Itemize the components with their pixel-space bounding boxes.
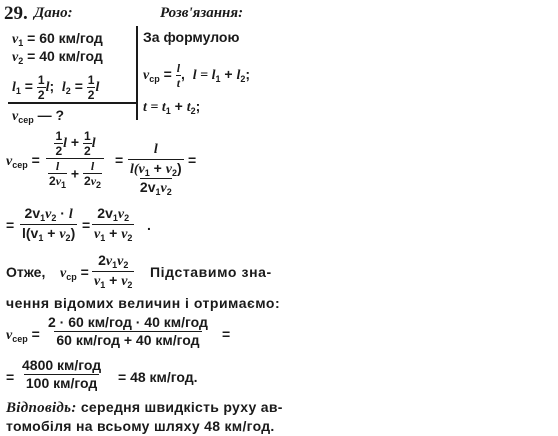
formula-intro: За формулою [143, 29, 240, 45]
therefore-label: Отже, [6, 264, 46, 280]
answer-line1: Відповідь: середня швидкість руху ав- [6, 399, 283, 416]
deriv1-result: l $l(v_1 + v_2)$ $2v_1v_2$ [130, 142, 182, 198]
solution-heading: Розв'язання: [160, 5, 244, 21]
deriv2-frac1: $\frac{2v_1v_2 \cdot l}{l(v_1 + v_2)}$ [22, 205, 76, 244]
deriv2-eq0: = [6, 217, 15, 233]
answer-label: Відповідь: [6, 400, 77, 416]
calc1-lhs: $v_{сер}$ = [6, 326, 40, 344]
calc2-result: = 48 км/год. [118, 369, 198, 385]
calc2-eq0: = [6, 369, 15, 385]
given-find: $v_{сер}$ — ? [12, 107, 65, 125]
deriv1-eq2: = [188, 152, 197, 168]
given-vertical-divider [136, 26, 138, 120]
calc1-frac: 2 · 60 км/год · 40 км/год 60 км/год + 40 км/год [48, 314, 208, 348]
deriv1-eq1: = [115, 152, 124, 168]
therefore-vcp: $v_{ср}$ = [60, 264, 89, 282]
problem-number: 29. [4, 3, 28, 24]
answer-line2: томобіля на всьому шляху 48 км/год. [6, 418, 275, 434]
formula-vcp: $v_{ср}$ = $\frac{l}{t}$ , $l = l_1 + l_2$; [143, 61, 251, 90]
deriv2-period: . [147, 217, 151, 233]
given-divider [8, 102, 136, 104]
calc1-eq: = [222, 326, 231, 342]
deriv1-lhs: $v_{сер}$ = [6, 152, 40, 170]
substitute-text: Підставимо зна- [150, 264, 272, 280]
given-v2: $v_2 = 40$ км/год [12, 48, 103, 66]
deriv2-eq1: = [82, 217, 91, 233]
given-l1: $l_1$ = $\frac{1}{2}$ l; $l_2$ = $\frac{1}{2}$ l [12, 73, 100, 102]
therefore-frac: $\frac{2v_1v_2}{v_1 + v_2}$ [94, 252, 133, 291]
continuation-text: чення відомих величин і отримаємо: [6, 295, 281, 311]
deriv2-frac2: $\frac{2v_1v_2}{v_1 + v_2}$ [94, 205, 133, 244]
given-heading: Дано: [34, 5, 73, 21]
formula-t-sum: $t = t_1 + t_2$; [143, 98, 201, 116]
given-v1: $v_1 = 60$ км/год [12, 30, 103, 48]
calc2-frac: 4800 км/год 100 км/год [22, 357, 102, 391]
deriv1-fraction: $\frac{1}{2}$ l + $\frac{1}{2}$ l $\frac{l}{2v_1}$ + $\frac{l}{2v_2}$ [46, 130, 104, 190]
